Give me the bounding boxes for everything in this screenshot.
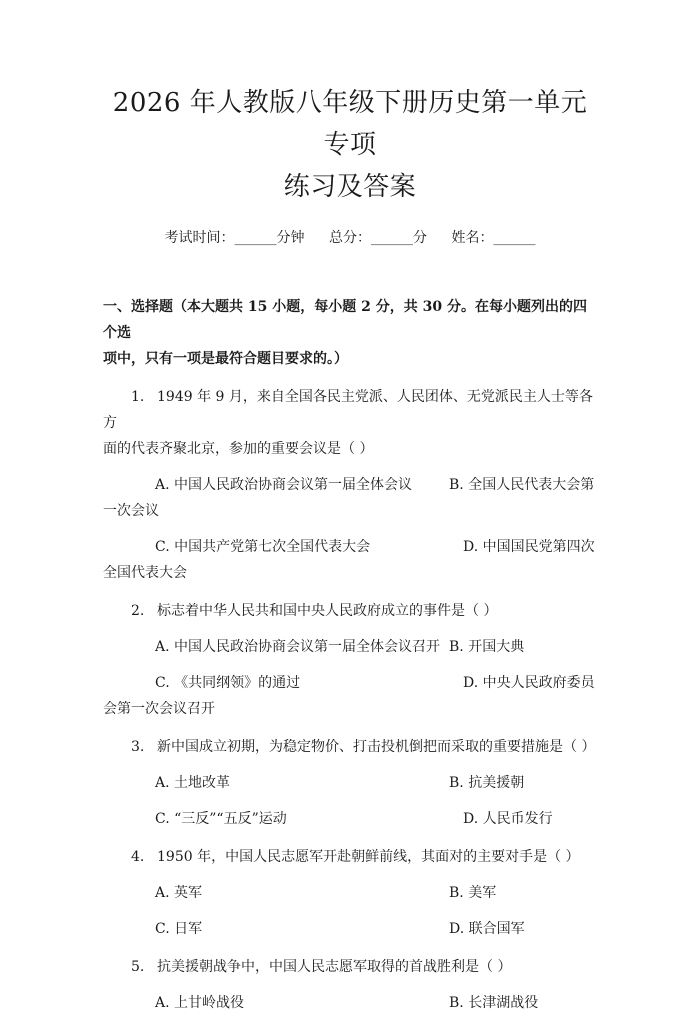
- question-number: 1.: [131, 389, 145, 405]
- stem-line-1: 抗美援朝战争中，中国人民志愿军取得的首战胜利是（ ）: [157, 959, 512, 975]
- question-3: [103, 734, 597, 832]
- option-b: B. 美军: [449, 885, 497, 901]
- stem-line-2: 面的代表齐聚北京，参加的重要会议是（ ）: [103, 441, 374, 457]
- question-number: 4.: [131, 849, 145, 865]
- question-5: [103, 954, 597, 1016]
- option-c: C. 《共同纲领》的通过: [155, 675, 301, 691]
- question-stem: [103, 384, 597, 436]
- options: [103, 472, 597, 586]
- exam-time-field: 考试时间：______分钟: [164, 230, 305, 246]
- option-d: D. 中国国民党第四次: [463, 539, 595, 555]
- option-b: B. 抗美援朝: [449, 775, 525, 791]
- options: [103, 990, 597, 1016]
- question-2: [103, 598, 597, 722]
- option-c: C. “三反”“五反”运动: [155, 811, 287, 827]
- option-d: D. 中央人民政府委员: [463, 675, 595, 691]
- option-d: D. 人民币发行: [463, 811, 553, 827]
- section-heading-line-2: 项中，只有一项是最符合题目要求的。）: [103, 351, 348, 367]
- total-score-field: 总分：______分: [329, 230, 427, 246]
- title-line-1: 2026 年人教版八年级下册历史第一单元专项: [112, 88, 588, 160]
- student-name-field: 姓名：______: [451, 230, 536, 246]
- option-c: C. 中国共产党第七次全国代表大会: [155, 539, 371, 555]
- stem-line-1: 1949 年 9 月，来自全国各民主党派、人民团体、无党派民主人士等各方: [103, 389, 593, 431]
- option-a: A. 英军: [155, 885, 203, 901]
- question-number: 5.: [131, 959, 145, 975]
- option-a: A. 上甘岭战役: [155, 995, 245, 1011]
- question-number: 2.: [131, 603, 145, 619]
- options: [103, 880, 597, 942]
- option-b: B. 开国大典: [449, 639, 525, 655]
- question-stem: [103, 954, 597, 980]
- question-stem: [103, 598, 597, 624]
- option-b: B. 长津湖战役: [449, 995, 539, 1011]
- section-heading: [103, 294, 597, 372]
- option-d: D. 联合国军: [449, 921, 525, 937]
- page-title: [103, 0, 597, 208]
- stem-line-1: 标志着中华人民共和国中央人民政府成立的事件是（ ）: [157, 603, 498, 619]
- option-c: C. 日军: [155, 921, 203, 937]
- option-d-continued: 全国代表大会: [103, 565, 187, 581]
- exam-info: [103, 228, 597, 248]
- title-line-2: 练习及答案: [283, 172, 417, 202]
- option-a: A. 中国人民政治协商会议第一届全体会议召开: [155, 639, 441, 655]
- option-a: A. 土地改革: [155, 775, 231, 791]
- options: [103, 634, 597, 722]
- option-b-continued: 一次会议: [103, 503, 159, 519]
- stem-line-1: 新中国成立初期，为稳定物价、打击投机倒把而采取的重要措施是（ ）: [157, 739, 596, 755]
- question-1: [103, 384, 597, 586]
- question-4: [103, 844, 597, 942]
- option-b: B. 全国人民代表大会第: [449, 477, 595, 493]
- question-stem: [103, 734, 597, 760]
- section-heading-line-1: 一、选择题（本大题共 15 小题，每小题 2 分，共 30 分。在每小题列出的四个选: [103, 299, 587, 341]
- options: [103, 770, 597, 832]
- stem-line-1: 1950 年，中国人民志愿军开赴朝鲜前线，其面对的主要对手是（ ）: [157, 849, 580, 865]
- question-stem: [103, 844, 597, 870]
- option-d-continued: 会第一次会议召开: [103, 701, 215, 717]
- option-a: A. 中国人民政治协商会议第一届全体会议: [155, 477, 413, 493]
- question-number: 3.: [131, 739, 145, 755]
